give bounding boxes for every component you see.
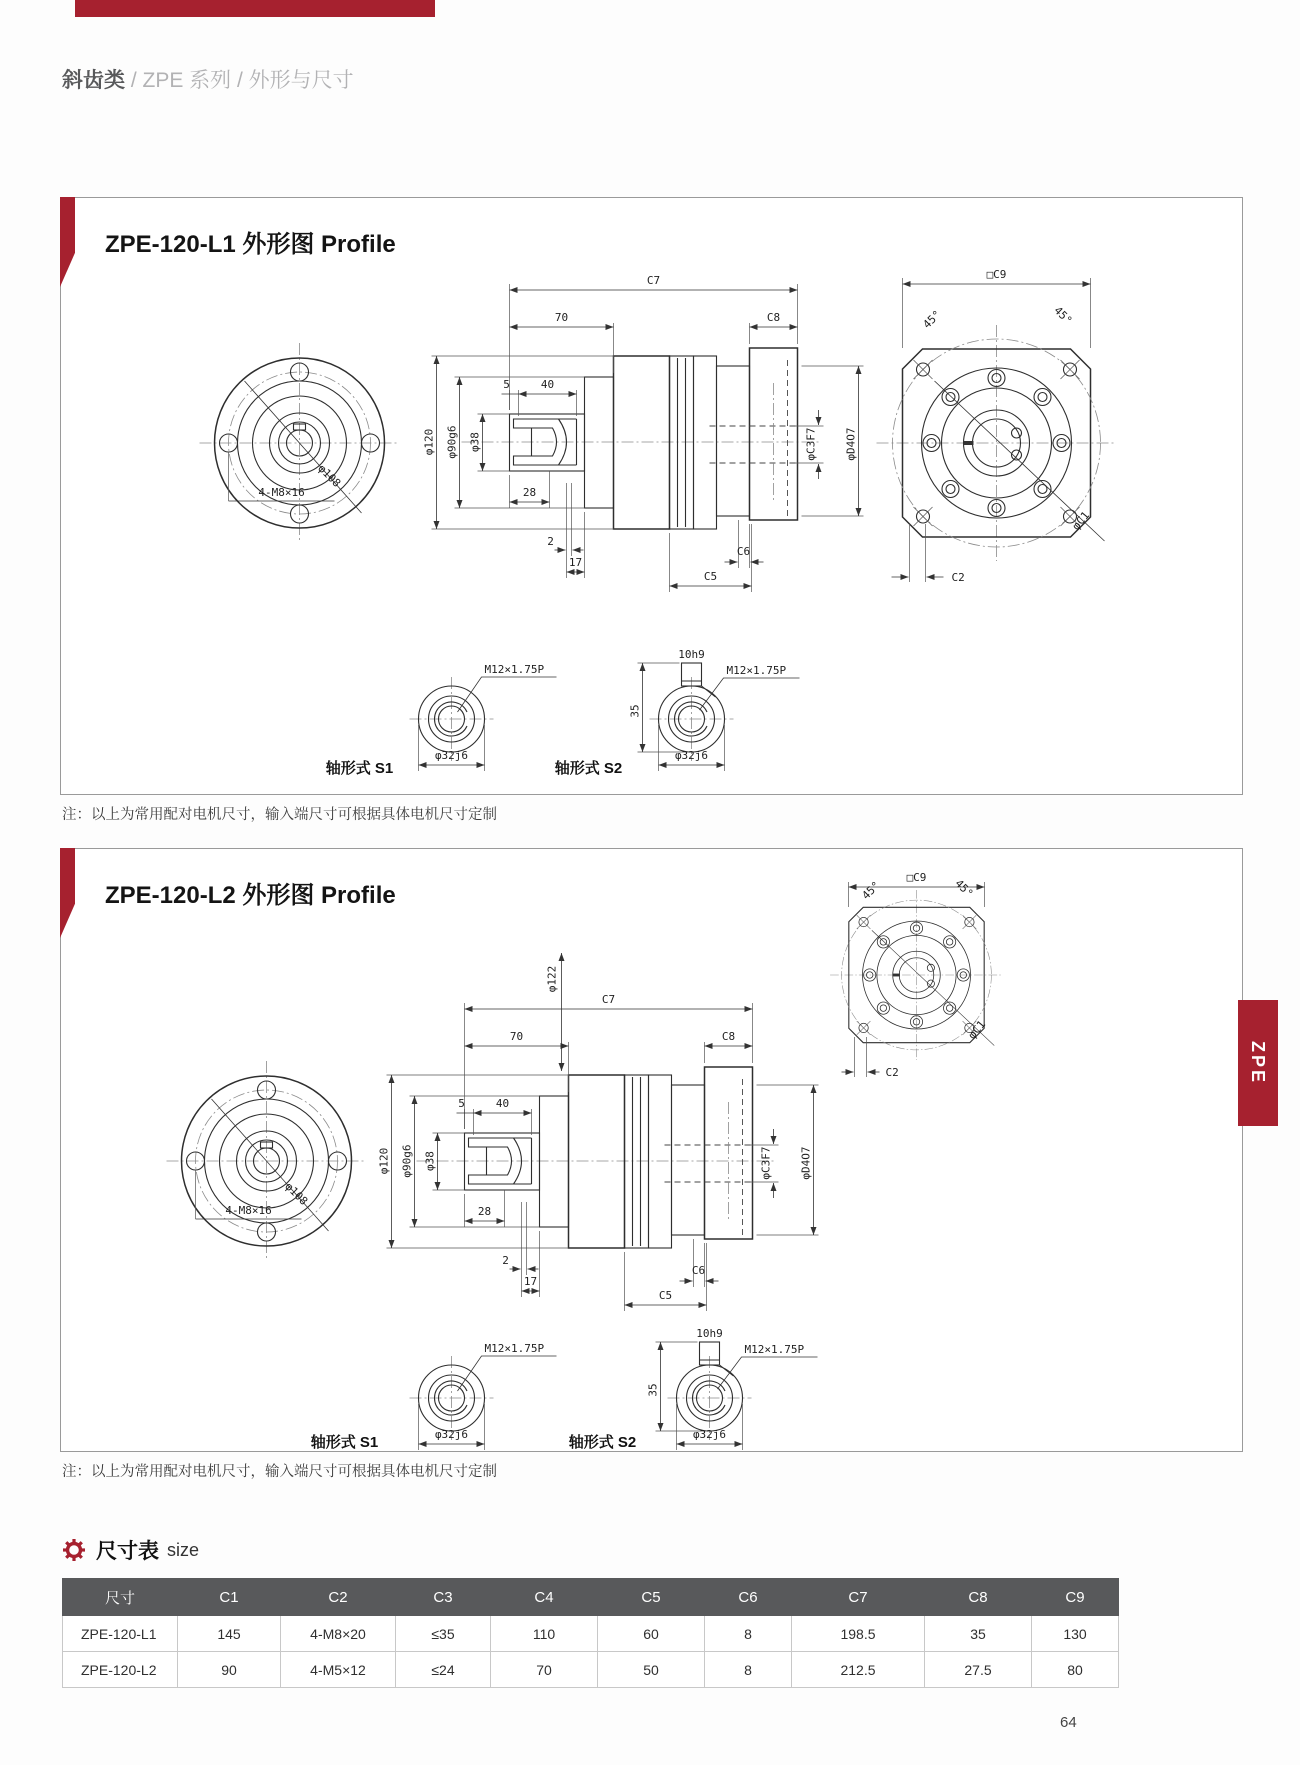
value-cell: 70 — [491, 1652, 598, 1688]
panel-title-l1: ZPE-120-L1 外形图 Profile — [105, 231, 396, 258]
breadcrumb — [62, 64, 354, 94]
value-cell: 4-M5×12 — [281, 1652, 396, 1688]
shaft-form-s2 — [647, 1327, 818, 1450]
breadcrumb-category: 斜齿类 — [62, 69, 125, 92]
value-cell: 110 — [491, 1616, 598, 1652]
column-header: C4 — [491, 1579, 598, 1616]
column-header: C6 — [705, 1579, 792, 1616]
value-cell: ≤24 — [396, 1652, 491, 1688]
dim-c9: □C9 — [906, 871, 927, 884]
column-header: 尺寸 — [63, 1579, 178, 1616]
size-section-header — [62, 1535, 199, 1565]
value-cell: 130 — [1032, 1616, 1119, 1652]
column-header: C9 — [1032, 1579, 1119, 1616]
dim-45-right: 45° — [1051, 303, 1075, 328]
value-cell: 198.5 — [792, 1616, 925, 1652]
shaft-form-s1 — [410, 1342, 557, 1450]
shaft-form-s1 — [410, 663, 557, 771]
size-table-head — [63, 1579, 1119, 1616]
column-header: C1 — [178, 1579, 281, 1616]
size-table-head-row — [63, 1579, 1119, 1616]
shaft-s2-caption: 轴形式 S2 — [568, 1434, 637, 1451]
dim-dia122: φ122 — [545, 965, 559, 993]
size-table-body — [63, 1616, 1119, 1688]
dim-c1: φC1 — [965, 1017, 989, 1042]
column-header: C3 — [396, 1579, 491, 1616]
table-row — [63, 1616, 1119, 1652]
side-view — [378, 993, 819, 1311]
shaft-s1-caption: 轴形式 S1 — [310, 1434, 379, 1451]
value-cell: 8 — [705, 1652, 792, 1688]
page-number: 64 — [1060, 1714, 1077, 1731]
value-cell: 90 — [178, 1652, 281, 1688]
shaft-form-s2 — [629, 648, 800, 771]
model-cell: ZPE-120-L2 — [63, 1652, 178, 1688]
dim-c1: φC1 — [1069, 508, 1093, 533]
front-view — [200, 343, 400, 543]
front-view — [167, 1061, 367, 1261]
profile-panel-l2 — [60, 848, 1243, 1452]
table-row — [63, 1652, 1119, 1688]
note-text-l2: 注：以上为常用配对电机尺寸，输入端尺寸可根据具体电机尺寸定制 — [62, 1464, 497, 1480]
profile-panel-l1 — [60, 197, 1243, 795]
note-text-l1: 注：以上为常用配对电机尺寸，输入端尺寸可根据具体电机尺寸定制 — [62, 807, 497, 823]
dim-c2: C2 — [885, 1066, 899, 1079]
panel-title-l2: ZPE-120-L2 外形图 Profile — [105, 882, 396, 909]
shaft-s1-caption: 轴形式 S1 — [325, 760, 394, 777]
series-side-tab: ZPE — [1238, 1000, 1278, 1126]
technical-drawing-l2 — [61, 849, 1242, 1451]
value-cell: 27.5 — [925, 1652, 1032, 1688]
size-section-title-zh: 尺寸表 — [96, 1540, 159, 1563]
value-cell: ≤35 — [396, 1616, 491, 1652]
value-cell: 50 — [598, 1652, 705, 1688]
dim-45-left: 45° — [920, 307, 944, 332]
value-cell: 145 — [178, 1616, 281, 1652]
column-header: C5 — [598, 1579, 705, 1616]
top-accent-bar — [75, 0, 435, 17]
dim-c9: □C9 — [986, 268, 1007, 281]
column-header: C7 — [792, 1579, 925, 1616]
technical-drawing-l1 — [61, 198, 1242, 794]
size-section-title-en: size — [167, 1539, 200, 1560]
shaft-s2-caption: 轴形式 S2 — [554, 760, 623, 777]
breadcrumb-rest: / ZPE 系列 / 外形与尺寸 — [125, 69, 354, 92]
side-view — [423, 274, 864, 592]
value-cell: 80 — [1032, 1652, 1119, 1688]
value-cell: 212.5 — [792, 1652, 925, 1688]
value-cell: 35 — [925, 1616, 1032, 1652]
dim-c2: C2 — [951, 571, 965, 584]
value-cell: 8 — [705, 1616, 792, 1652]
size-table — [62, 1578, 1119, 1688]
gear-icon — [62, 1538, 86, 1562]
column-header: C8 — [925, 1579, 1032, 1616]
column-header: C2 — [281, 1579, 396, 1616]
dim-45-left: 45° — [859, 878, 883, 903]
value-cell: 60 — [598, 1616, 705, 1652]
dim-45-right: 45° — [952, 876, 976, 901]
value-cell: 4-M8×20 — [281, 1616, 396, 1652]
model-cell: ZPE-120-L1 — [63, 1616, 178, 1652]
